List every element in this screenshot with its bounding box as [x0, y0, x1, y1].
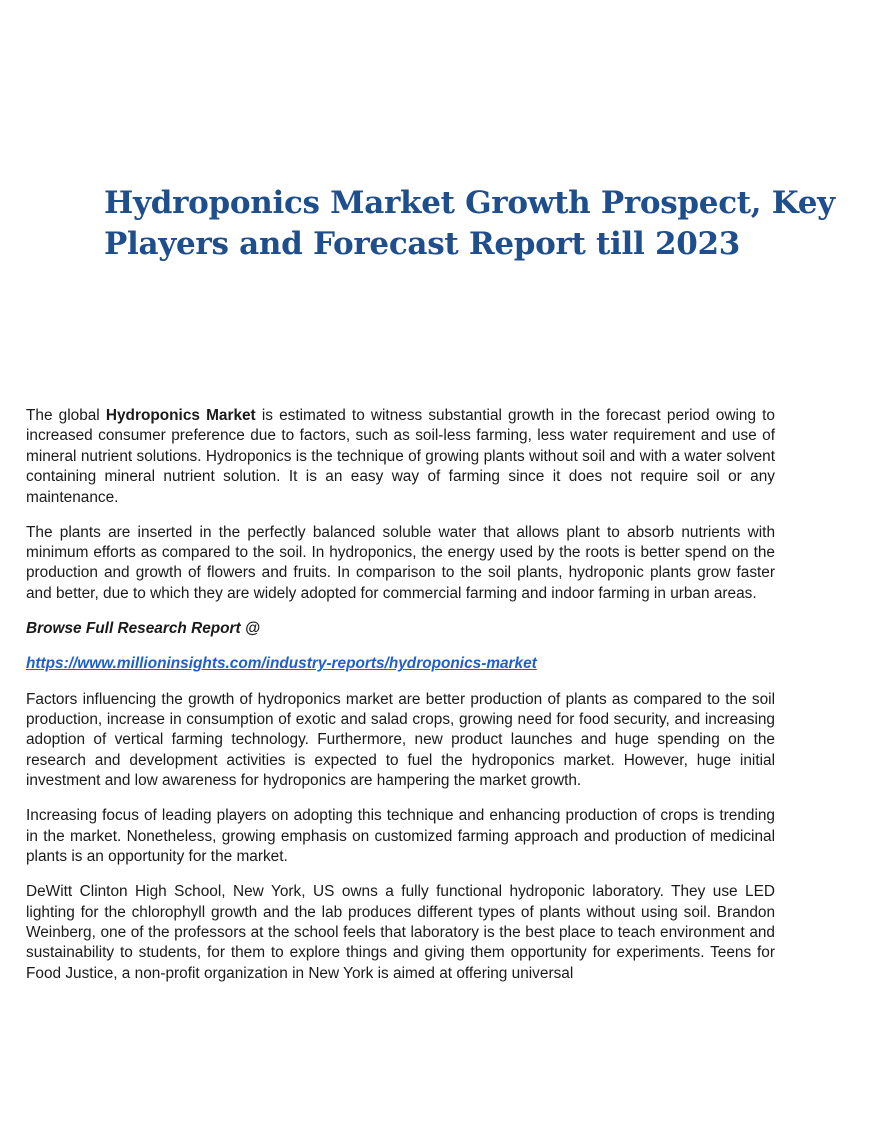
paragraph-intro	[26, 406, 775, 508]
report-link-line	[26, 654, 775, 674]
paragraph-plants: The plants are inserted in the perfectly balanced soluble water that allows plant to absorb nutrients with minimum efforts as compared to the soil. In hydroponics, the energy used by the roots is better spend on the production and growth of flowers and fruits. In comparison to the soil plants, hydroponic plants grow faster and better, due to which they are widely adopted for commercial farming and indoor farming in urban areas.	[26, 523, 775, 602]
intro-text-post: is estimated to witness substantial growth in the forecast period owing to increased consumer preference due to factors, such as soil-less farming, less water requirement and use of mineral nutrient solutions. Hydroponics is the technique of growing plants without soil and with a water solvent containing mineral nutrient solution. It is an easy way of farming since it does not require soil or any maintenance.	[26, 407, 775, 506]
document-title	[104, 183, 835, 265]
paragraph-factors: Factors influencing the growth of hydroponics market are better production of plants as compared to the soil production, increase in consumption of exotic and salad crops, growing need for food security, and increasing adoption of vertical farming technology. Furthermore, new product launches and huge spending on the research and development activities is expected to fuel the hydroponics market. However, huge initial investment and low awareness for hydroponics are hampering the market growth.	[26, 690, 775, 790]
report-link[interactable]: https://www.millioninsights.com/industry-reports/hydroponics-market	[26, 655, 537, 673]
document-body	[26, 406, 775, 999]
title-line-1: Hydroponics Market Growth Prospect, Key	[104, 185, 835, 221]
intro-text-pre: The global	[26, 407, 106, 424]
browse-report-label: Browse Full Research Report @	[26, 619, 260, 637]
paragraph-dewitt: DeWitt Clinton High School, New York, US owns a fully functional hydroponic laboratory. They use LED lighting for the chlorophyll growth and the lab produces different types of plants without using soil. Brandon Weinberg, one of the professors at the school feels that laboratory is the best place to teach environment and sustainability to students, for them to explore things and giving them opportunity for experiments. Teens for Food Justice, a non-profit organization in New York is aimed at offering universal	[26, 883, 775, 982]
market-name-bold: Hydroponics Market	[105, 407, 256, 424]
paragraph-trends: Increasing focus of leading players on adopting this technique and enhancing production of crops is trending in the market. Nonetheless, growing emphasis on customized farming approach and production of medicinal plants is an opportunity for the market.	[26, 807, 775, 866]
title-line-2: Players and Forecast Report till 2023	[104, 226, 741, 262]
